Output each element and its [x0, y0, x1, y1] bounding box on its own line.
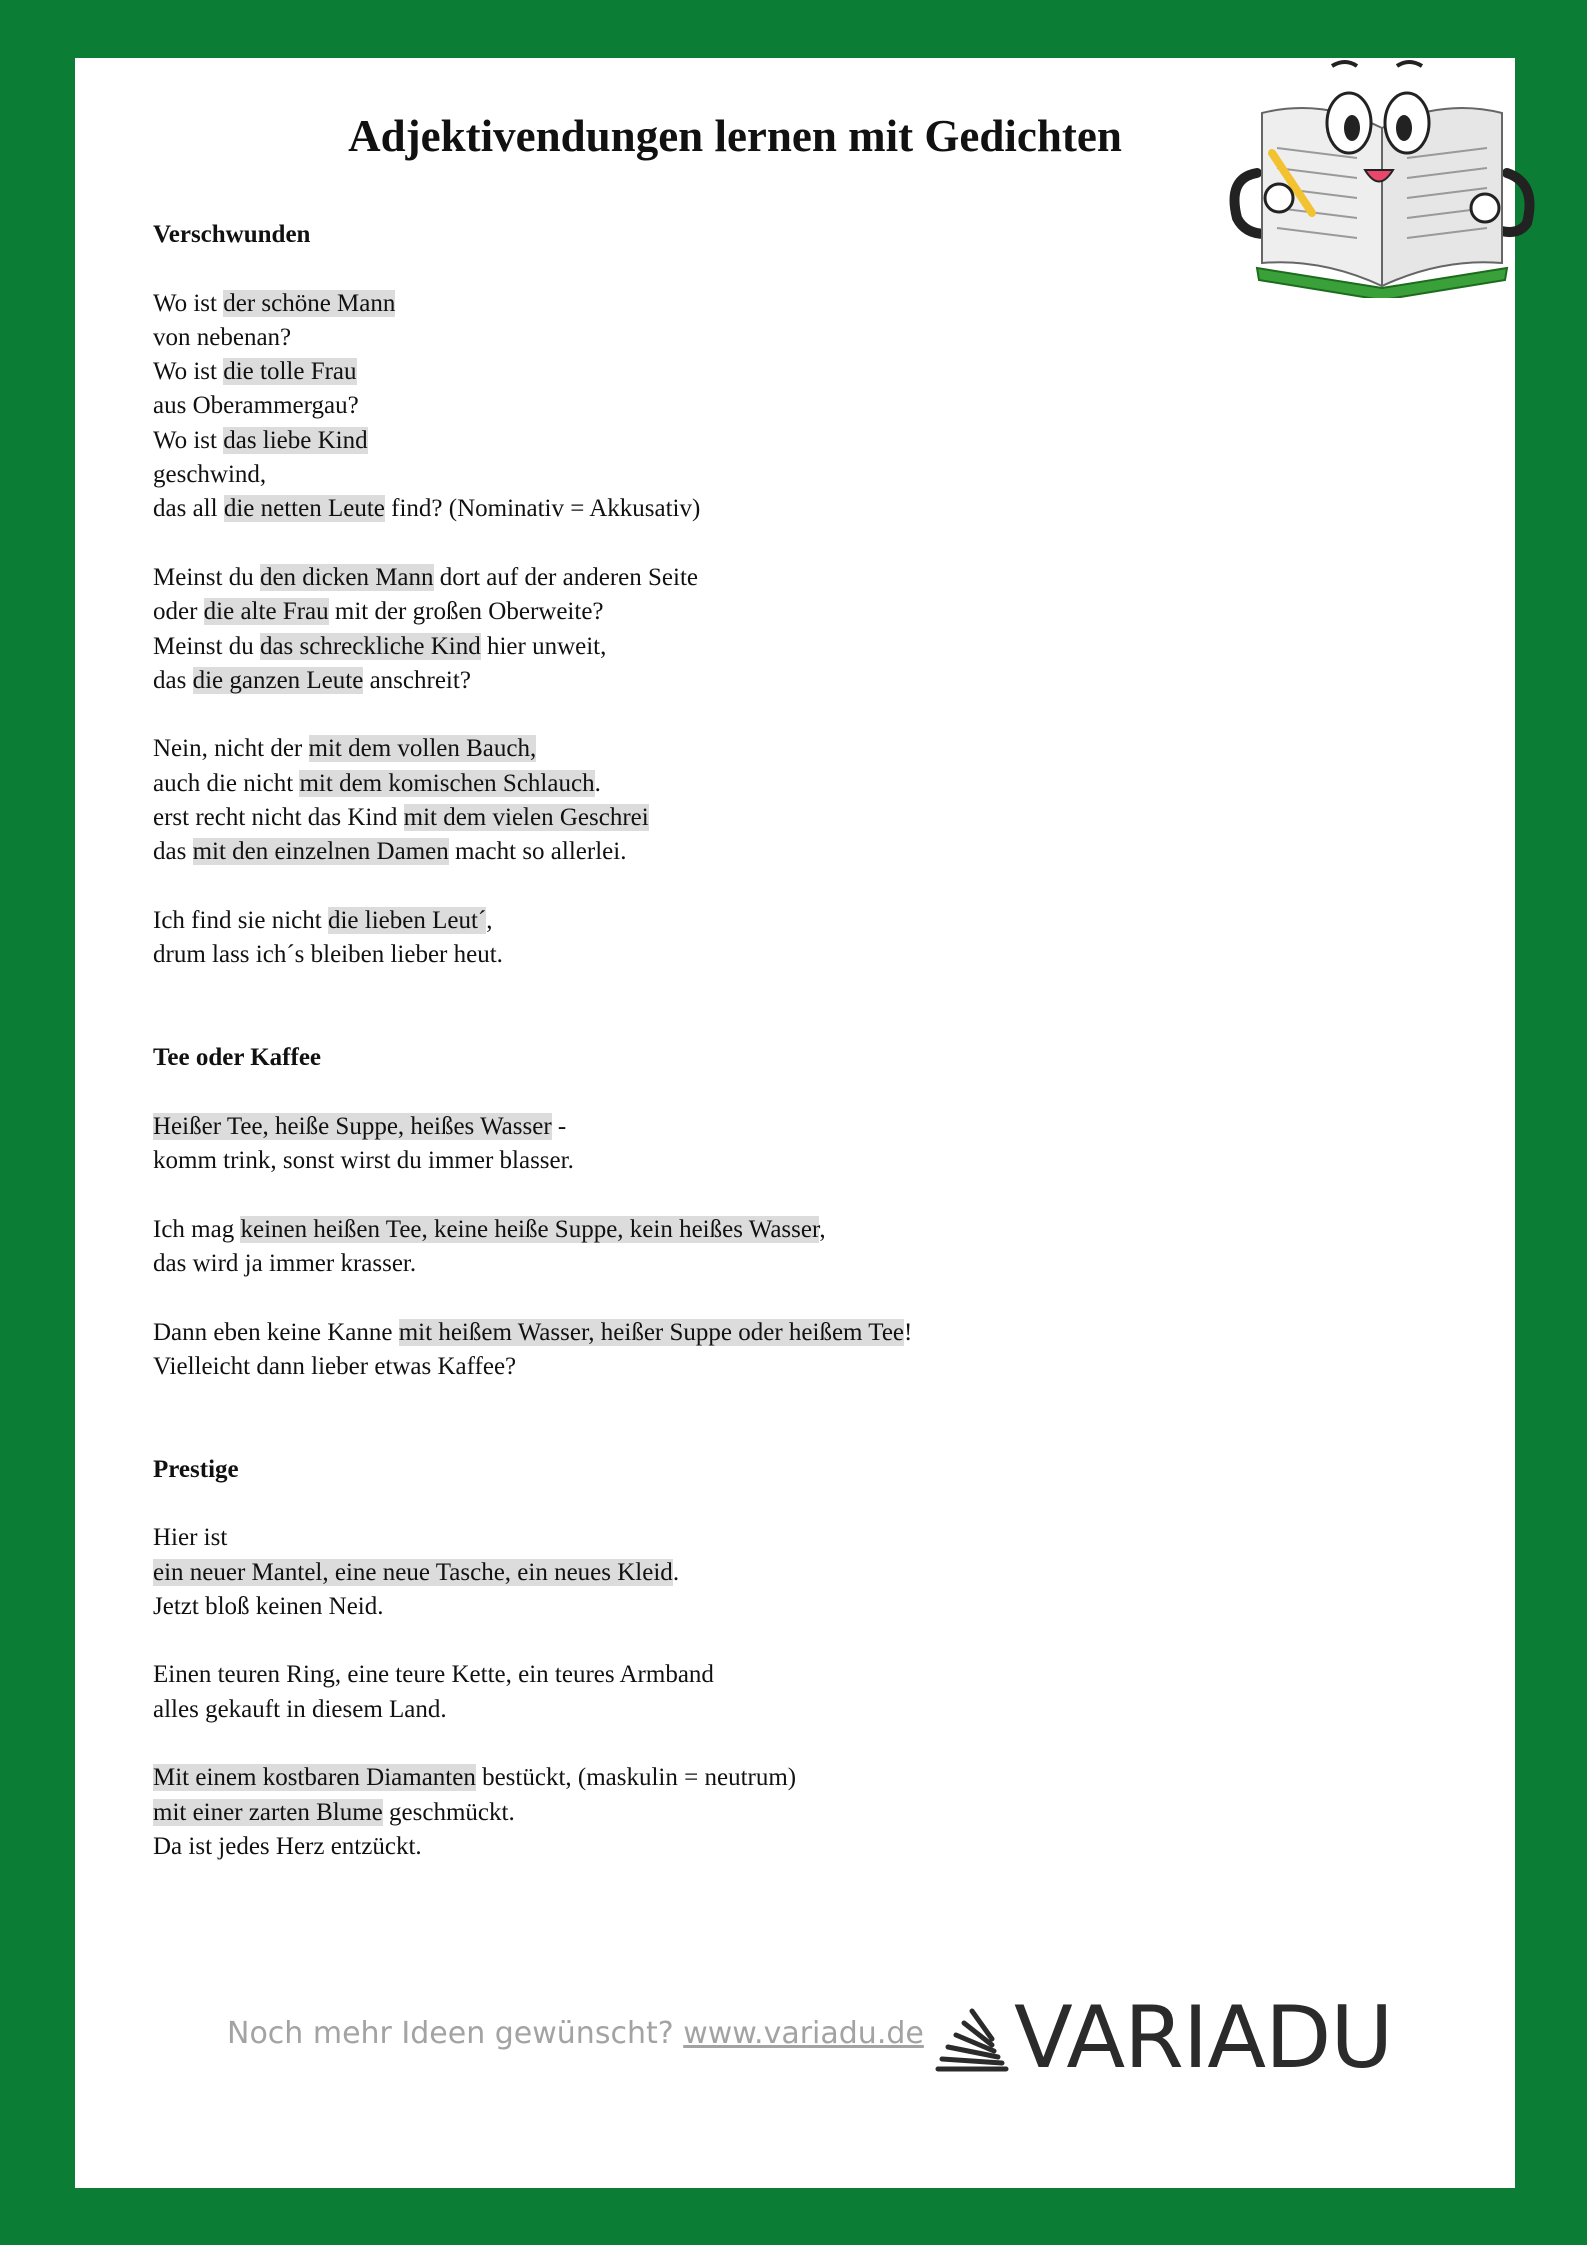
- line-text: Einen teuren Ring, eine teure Kette, ein teures Armband: [153, 1661, 714, 1689]
- poem-line: [153, 1556, 1253, 1590]
- line-text: geschmückt.: [382, 1798, 515, 1826]
- highlighted-phrase: mit dem komischen Schlauch: [299, 769, 595, 797]
- highlighted-phrase: die alte Frau: [203, 598, 329, 626]
- poem-line: [153, 664, 1253, 698]
- poem-line: [153, 1796, 1253, 1830]
- highlighted-phrase: das liebe Kind: [223, 426, 368, 454]
- spacer: [153, 252, 1253, 286]
- highlighted-phrase: das schreckliche Kind: [259, 632, 481, 660]
- sunburst-lines-icon: [932, 2003, 1010, 2073]
- line-text: das: [153, 838, 193, 866]
- line-text: drum lass ich´s bleiben lieber heut.: [153, 941, 503, 969]
- poem-line: [153, 595, 1253, 629]
- highlighted-phrase: die lieben Leut´: [327, 906, 487, 934]
- stanza: [153, 1110, 1253, 1179]
- poem-line: [153, 1350, 1253, 1384]
- line-text: das wird ja immer krasser.: [153, 1249, 417, 1277]
- line-text: .: [672, 1558, 680, 1586]
- line-text: Jetzt bloß keinen Neid.: [153, 1592, 384, 1620]
- poem-line: [153, 355, 1253, 389]
- footer: [227, 1988, 1393, 2088]
- stanza: [153, 732, 1253, 869]
- poem-section: [153, 973, 1253, 1385]
- book-mascot-icon: [1217, 58, 1547, 298]
- line-text: von nebenan?: [153, 323, 292, 351]
- stanza: [153, 1521, 1253, 1624]
- spacer: [153, 1384, 1253, 1418]
- line-text: anschreit?: [363, 666, 471, 694]
- poems-container: [153, 218, 1253, 1864]
- poem-section: [153, 218, 1253, 973]
- poem-line: [153, 1830, 1253, 1864]
- line-text: Wo ist: [153, 289, 224, 317]
- poem-line: [153, 1590, 1253, 1624]
- line-text: ,: [486, 906, 493, 934]
- line-text: das: [153, 666, 193, 694]
- highlighted-phrase: mit dem vielen Geschrei: [403, 804, 649, 832]
- poem-line: [153, 1693, 1253, 1727]
- line-text: Nein, nicht der: [153, 735, 309, 763]
- line-text: auch die nicht: [153, 769, 300, 797]
- line-text: aus Oberammergau?: [153, 392, 359, 420]
- poem-line: [153, 1316, 1253, 1350]
- logo-text: VARIADU: [1014, 1988, 1393, 2088]
- line-text: geschwind,: [153, 461, 267, 489]
- poem-line: [153, 1110, 1253, 1144]
- stanza: [153, 1316, 1253, 1385]
- stanza: [153, 561, 1253, 698]
- poem-title: Prestige: [153, 1455, 239, 1483]
- line-text: Meinst du: [153, 632, 260, 660]
- poem-line: [153, 801, 1253, 835]
- poem-line: [153, 458, 1253, 492]
- line-text: das all: [153, 495, 224, 523]
- line-text: Vielleicht dann lieber etwas Kaffee?: [153, 1352, 517, 1380]
- highlighted-phrase: Mit einem kostbaren Diamanten: [153, 1764, 476, 1792]
- footer-link[interactable]: www.variadu.de: [683, 2016, 924, 2051]
- stanza: [153, 287, 1253, 527]
- line-text: Ich mag: [153, 1215, 241, 1243]
- spacer: [153, 1075, 1253, 1109]
- poem-line: [153, 835, 1253, 869]
- poem-line: [153, 630, 1253, 664]
- poem-title: Verschwunden: [153, 221, 311, 248]
- line-text: Meinst du: [153, 563, 260, 591]
- spacer: [153, 1418, 1253, 1452]
- line-text: Dann eben keine Kanne: [153, 1318, 399, 1346]
- line-text: Ich find sie nicht: [153, 906, 328, 934]
- poem-line: [153, 287, 1253, 321]
- stanza: [153, 1761, 1253, 1864]
- spacer: [153, 1178, 1253, 1212]
- line-text: Da ist jedes Herz entzückt.: [153, 1832, 422, 1860]
- poem-line: [153, 904, 1253, 938]
- line-text: Wo ist: [153, 358, 224, 386]
- line-text: !: [904, 1318, 913, 1346]
- line-text: erst recht nicht das Kind: [153, 804, 404, 832]
- poem-line: [153, 1521, 1253, 1555]
- spacer: [153, 973, 1253, 1007]
- line-text: .: [594, 769, 601, 797]
- poem-section: [153, 1384, 1253, 1864]
- line-text: macht so allerlei.: [448, 838, 627, 866]
- line-text: komm trink, sonst wirst du immer blasser.: [153, 1147, 574, 1175]
- line-text: hier unweit,: [480, 632, 607, 660]
- highlighted-phrase: die ganzen Leute: [192, 666, 364, 694]
- poem-line: [153, 492, 1253, 526]
- footer-prompt: [227, 2016, 924, 2051]
- poem-title: Tee oder Kaffee: [153, 1044, 322, 1072]
- line-text: Wo ist: [153, 426, 224, 454]
- spacer: [153, 870, 1253, 904]
- line-text: alles gekauft in diesem Land.: [153, 1695, 447, 1723]
- line-text: Hier ist: [153, 1524, 228, 1552]
- highlighted-phrase: mit heißem Wasser, heißer Suppe oder heißem Tee: [398, 1318, 905, 1346]
- stanza: [153, 1213, 1253, 1282]
- poem-line: [153, 1247, 1253, 1281]
- poem-line: [153, 1144, 1253, 1178]
- highlighted-phrase: mit dem vollen Bauch,: [308, 735, 537, 763]
- poem-line: [153, 424, 1253, 458]
- poem-line: [153, 1213, 1253, 1247]
- poem-line: [153, 767, 1253, 801]
- spacer: [153, 527, 1253, 561]
- stanza: [153, 904, 1253, 973]
- poem-line: [153, 1658, 1253, 1692]
- line-text: mit der großen Oberweite?: [328, 598, 604, 626]
- highlighted-phrase: die tolle Frau: [223, 358, 357, 386]
- variadu-logo: [932, 1988, 1392, 2088]
- poem-line: [153, 561, 1253, 595]
- stanza: [153, 1658, 1253, 1727]
- highlighted-phrase: den dicken Mann: [259, 563, 434, 591]
- poem-line: [153, 732, 1253, 766]
- highlighted-phrase: keinen heißen Tee, keine heiße Suppe, kein heißes Wasser: [240, 1215, 820, 1243]
- highlighted-phrase: mit den einzelnen Damen: [192, 838, 449, 866]
- poem-line: [153, 321, 1253, 355]
- spacer: [153, 1727, 1253, 1761]
- line-text: -: [551, 1112, 567, 1140]
- spacer: [153, 1007, 1253, 1041]
- line-text: dort auf der anderen Seite: [433, 563, 698, 591]
- page-title: Adjektivendungen lernen mit Gedichten: [348, 111, 1122, 161]
- line-text: ,: [819, 1215, 826, 1243]
- poem-line: [153, 938, 1253, 972]
- poem-line: [153, 1761, 1253, 1795]
- spacer: [153, 1624, 1253, 1658]
- highlighted-phrase: der schöne Mann: [223, 289, 396, 317]
- line-text: bestückt, (maskulin = neutrum): [475, 1764, 797, 1792]
- footer-prompt-text: Noch mehr Ideen gewünscht?: [227, 2016, 684, 2051]
- line-text: oder: [153, 598, 204, 626]
- highlighted-phrase: Heißer Tee, heiße Suppe, heißes Wasser: [153, 1112, 552, 1140]
- worksheet-page: [75, 58, 1515, 2188]
- spacer: [153, 1487, 1253, 1521]
- poem-line: [153, 389, 1253, 423]
- highlighted-phrase: mit einer zarten Blume: [153, 1798, 383, 1826]
- highlighted-phrase: ein neuer Mantel, eine neue Tasche, ein neues Kleid: [153, 1558, 673, 1586]
- spacer: [153, 698, 1253, 732]
- line-text: find? (Nominativ = Akkusativ): [384, 495, 701, 523]
- highlighted-phrase: die netten Leute: [223, 495, 385, 523]
- spacer: [153, 1281, 1253, 1315]
